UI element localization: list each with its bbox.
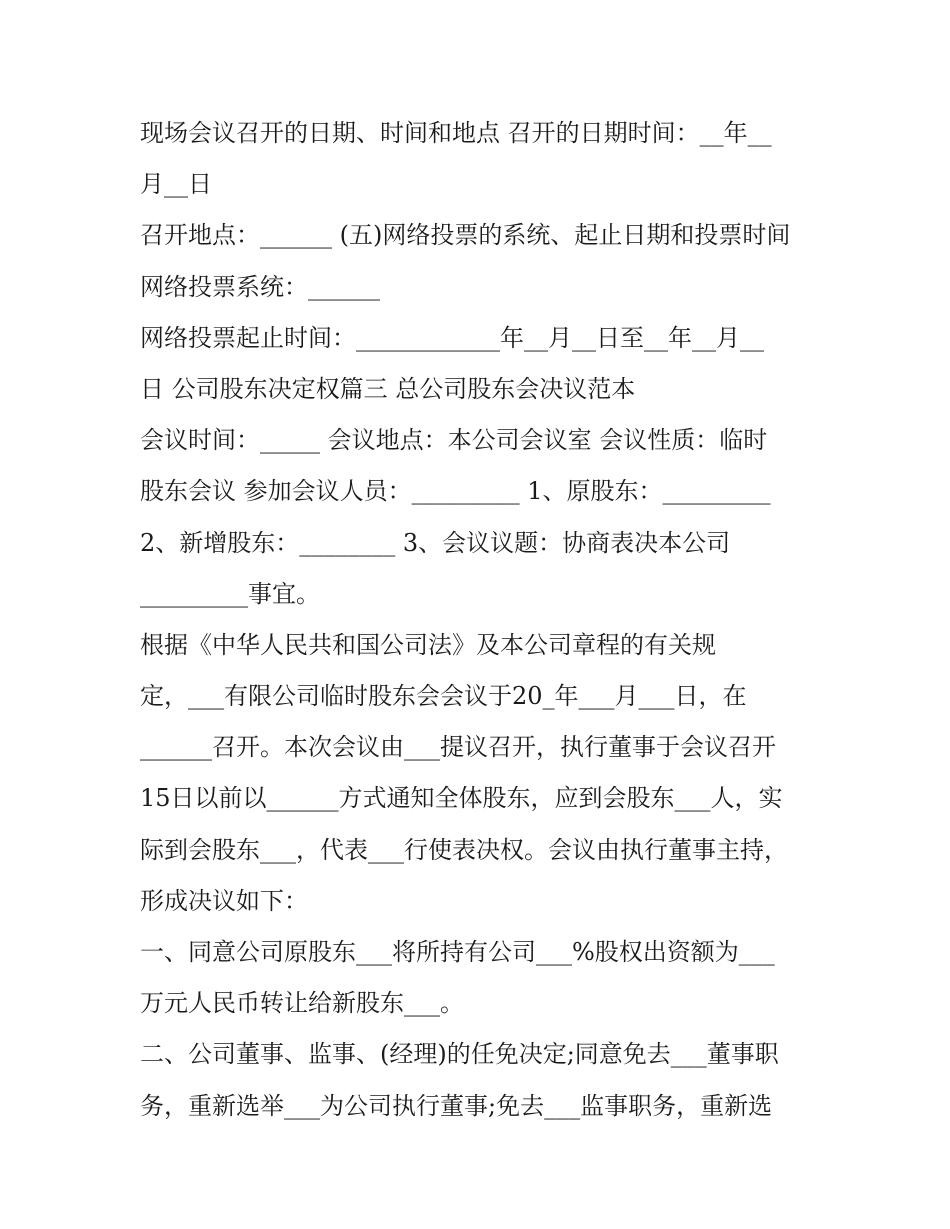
text-line: 现场会议召开的日期、时间和地点 召开的日期时间：__年__ — [140, 119, 772, 147]
text-line: ______召开。本次会议由___提议召开，执行董事于会议召开 — [140, 733, 776, 762]
text-line: 2、新增股东：________ 3、会议议题：协商表决本公司 — [140, 528, 731, 557]
text-line: 万元人民币转让给新股东___。 — [140, 989, 464, 1018]
text-line: 股东会议 参加会议人员：_________ 1、原股东：_________ — [140, 477, 771, 506]
text-line: 二、公司董事、监事、(经理)的任免决定;同意免去___董事职 — [140, 1040, 779, 1069]
text-line: 15日以前以______方式通知全体股东，应到会股东___人，实 — [140, 784, 783, 813]
text-line: 日 公司股东决定权篇三 总公司股东会决议范本 — [140, 374, 636, 403]
text-line: 根据《中华人民共和国公司法》及本公司章程的有关规 — [140, 630, 716, 659]
text-line: _________事宜。 — [140, 579, 320, 608]
text-line: 月__日 — [140, 170, 212, 199]
text-line: 一、同意公司原股东___将所持有公司___%股权出资额为___ — [140, 938, 775, 966]
text-line: 务，重新选举___为公司执行董事;免去___监事职务，重新选 — [140, 1091, 773, 1120]
document-body — [140, 108, 820, 1132]
text-line: 网络投票系统：______ — [140, 272, 380, 301]
text-line: 会议时间：_____ 会议地点：本公司会议室 会议性质：临时 — [140, 426, 768, 455]
text-line: 定，___有限公司临时股东会会议于20_年___月___日，在 — [140, 682, 747, 711]
text-line: 际到会股东___，代表___行使表决权。会议由执行董事主持， — [140, 835, 788, 864]
text-line: 召开地点：______ (五)网络投票的系统、起止日期和投票时间 — [140, 221, 791, 250]
text-line: 形成决议如下： — [140, 886, 308, 915]
text-line: 网络投票起止时间：____________年__月__日至__年__月__ — [140, 323, 764, 352]
